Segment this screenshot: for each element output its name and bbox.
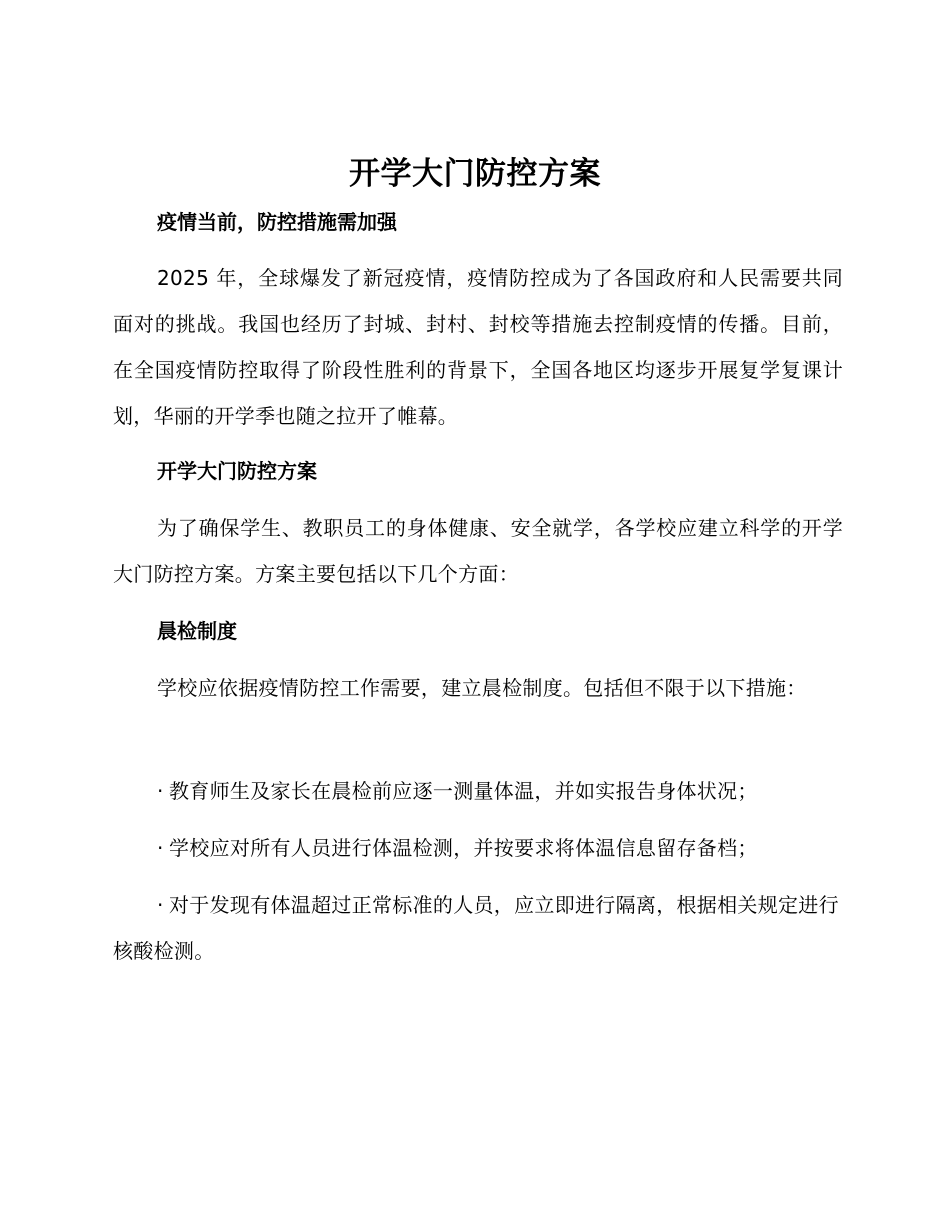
bullet-marker: · bbox=[157, 836, 164, 860]
list-item bbox=[113, 882, 843, 974]
list-item-text: 学校应对所有人员进行体温检测，并按要求将体温信息留存备档； bbox=[169, 836, 758, 860]
list-item-text: 对于发现有体温超过正常标准的人员，应立即进行隔离，根据相关规定进行核酸检测。 bbox=[113, 893, 839, 963]
list-item bbox=[113, 825, 843, 871]
section-heading-morning-check: 晨检制度 bbox=[157, 619, 237, 643]
list-item-text: 教育师生及家长在晨检前应逐一测量体温，并如实报告身体状况； bbox=[169, 779, 758, 803]
paragraph-morning-check: 学校应依据疫情防控工作需要，建立晨检制度。包括但不限于以下措施： bbox=[157, 676, 807, 700]
paragraph-gate-plan: 为了确保学生、教职员工的身体健康、安全就学，各学校应建立科学的开学大门防控方案。方案主要包括以下几个方面： bbox=[113, 516, 843, 586]
bullet-marker: · bbox=[157, 893, 164, 917]
paragraph-epidemic-background: 2025 年，全球爆发了新冠疫情，疫情防控成为了各国政府和人民需要共同面对的挑战。我国也经历了封城、封村、封校等措施去控制疫情的传播。目前，在全国疫情防控取得了阶段性胜利的背景下，全国各地区均逐步开展复学复课计划，华丽的开学季也随之拉开了帷幕。 bbox=[113, 266, 843, 428]
document-title: 开学大门防控方案 bbox=[349, 156, 601, 192]
section-heading-gate-plan: 开学大门防控方案 bbox=[157, 459, 317, 483]
section-heading-epidemic: 疫情当前，防控措施需加强 bbox=[157, 210, 397, 234]
list-item bbox=[113, 768, 843, 814]
bullet-marker: · bbox=[157, 779, 164, 803]
